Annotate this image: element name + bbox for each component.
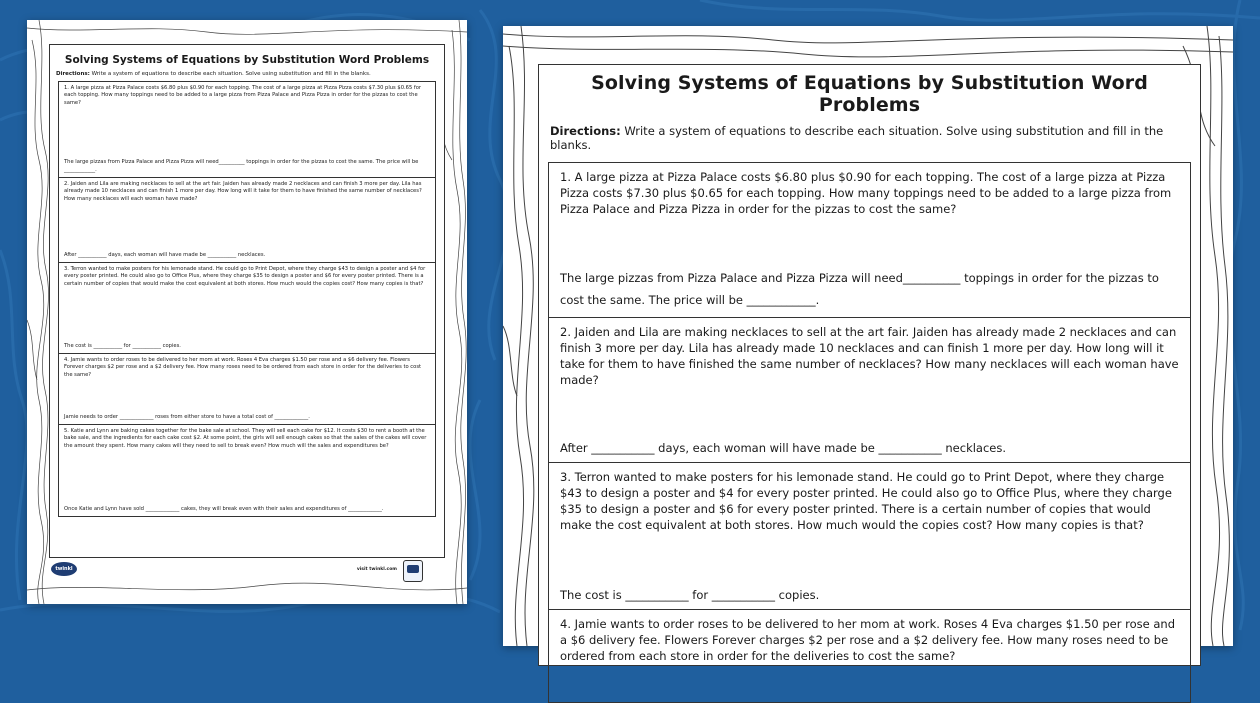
- answer-blank-line: The large pizzas from Pizza Palace and Pizza Pizza will need__________ toppings in order for the pizzas to cost the same. The price will be ____________.: [560, 271, 1159, 307]
- problem-question: 4. Jamie wants to order roses to be delivered to her mom at work. Roses 4 Eva charges $1.50 per rose and a $6 delivery fee. Flowers Forever charges $2 per rose and a $2 delivery fee. How many roses need to be ordered from each store in order for the deliveries to cost the same?: [64, 357, 422, 378]
- problem-question: 3. Terron wanted to make posters for his lemonade stand. He could go to Print Depot, where they charge $43 to design a poster and $4 for every poster printed. He could also go to Office Plus, where they charge $35 to design a poster and $6 for every poster printed. There is a certain number of copies that would make the cost equivalent at both stores. How much would the copies cost? How many copies is that?: [64, 266, 426, 287]
- problem-list: [548, 162, 1191, 703]
- worksheet-content-area: [49, 44, 445, 558]
- problem-question: 2. Jaiden and Lila are making necklaces to sell at the art fair. Jaiden has already made 2 necklaces and can finish 3 more per day. Lila has already made 10 necklaces and can finish 1 more per day. How long will it take for them to have finished the same number of necklaces? How many necklaces will each woman have made?: [64, 181, 422, 202]
- twinkl-logo: twinkl: [51, 562, 77, 576]
- worksheet-title: Solving Systems of Equations by Substitution Word Problems: [591, 72, 1148, 116]
- problem-question: 3. Terron wanted to make posters for his lemonade stand. He could go to Print Depot, where they charge $43 to design a poster and $4 for every poster printed. He could also go to Office Plus, where they charge $35 to design a poster and $6 for every poster printed. There is a certain number of copies that would make the cost equivalent at both stores. How much would the copies cost? How many copies is that?: [560, 470, 1172, 532]
- worksheet-title: Solving Systems of Equations by Substitution Word Problems: [64, 54, 430, 66]
- problem-list: [58, 81, 436, 517]
- problem-question: 4. Jamie wants to order roses to be delivered to her mom at work. Roses 4 Eva charges $1.50 per rose and a $6 delivery fee. Flowers Forever charges $2 per rose and a $2 delivery fee. How many roses need to be ordered from each store in order for the deliveries to cost the same?: [560, 617, 1175, 663]
- problem-question: 2. Jaiden and Lila are making necklaces to sell at the art fair. Jaiden has already made 2 necklaces and can finish 3 more per day. Lila has already made 10 necklaces and can finish 1 more per day. How long will it take for them to have finished the same number of necklaces? How many necklaces will each woman have made?: [560, 325, 1179, 387]
- directions-label: Directions:: [56, 71, 90, 77]
- problem-1: [59, 82, 435, 178]
- problem-3: [59, 263, 435, 354]
- problem-2: [549, 318, 1190, 463]
- problem-5: [59, 425, 435, 517]
- problem-question: 1. A large pizza at Pizza Palace costs $6.80 plus $0.90 for each topping. The cost of a large pizza at Pizza Pizza costs $7.30 plus $0.65 for each topping. How many toppings need to be added to a large pizza from Pizza Palace and Pizza Pizza in order for the pizzas to cost the same?: [560, 170, 1172, 216]
- problem-question: 1. A large pizza at Pizza Palace costs $6.80 plus $0.90 for each topping. The cost of a large pizza at Pizza Pizza costs $7.30 plus $0.65 for each topping. How many toppings need to be added to a large pizza from Pizza Palace and Pizza Pizza in order for the pizzas to cost the same?: [64, 85, 422, 106]
- answer-blank-line: Jamie needs to order _____________ roses from either store to have a total cost of _____________.: [64, 413, 310, 420]
- directions: [550, 124, 1189, 152]
- worksheet-content-area: [538, 64, 1201, 666]
- worksheet-zoomed: [503, 26, 1233, 663]
- answer-blank-line: The cost is ___________ for ___________ copies.: [560, 588, 820, 602]
- problem-2: [59, 178, 435, 263]
- worksheet-thumbnail: [27, 20, 467, 604]
- problem-question: 5. Katie and Lynn are baking cakes together for the bake sale at school. They will sell each cake for $12. It costs $30 to rent a booth at the bake sale, and the ingredients for each cake cost $2. At some point, the girls will sell enough cakes so that the sales of the cakes will cover the amount they spent. How many cakes will they need to sell to break even? How much will the sales and expenditures be?: [64, 428, 427, 449]
- twinkl-badge-icon: [403, 560, 423, 582]
- problem-1: [549, 163, 1190, 318]
- answer-blank-line: After ___________ days, each woman will have made be ___________ necklaces.: [64, 251, 266, 258]
- worksheet-footer: [49, 558, 445, 584]
- directions-text: Write a system of equations to describe each situation. Solve using substitution and fill in the blanks.: [91, 71, 371, 77]
- problem-4: [549, 610, 1190, 703]
- problem-4: [59, 354, 435, 425]
- answer-blank-line: The cost is ___________ for ___________ copies.: [64, 342, 181, 349]
- footer-url: visit twinkl.com: [356, 567, 397, 572]
- answer-blank-line: After ___________ days, each woman will have made be ___________ necklaces.: [560, 441, 1007, 455]
- directions: [56, 71, 438, 77]
- problem-3: [549, 463, 1190, 610]
- answer-blank-line: Once Katie and Lynn have sold _____________ cakes, they will break even with their sales and expenditures of _____________.: [64, 505, 384, 512]
- directions-text: Write a system of equations to describe each situation. Solve using substitution and fill in the blanks.: [550, 124, 1164, 152]
- directions-label: Directions:: [550, 124, 621, 138]
- answer-blank-line: The large pizzas from Pizza Palace and Pizza Pizza will need__________ toppings in order for the pizzas to cost the same. The price will be ____________.: [64, 159, 419, 173]
